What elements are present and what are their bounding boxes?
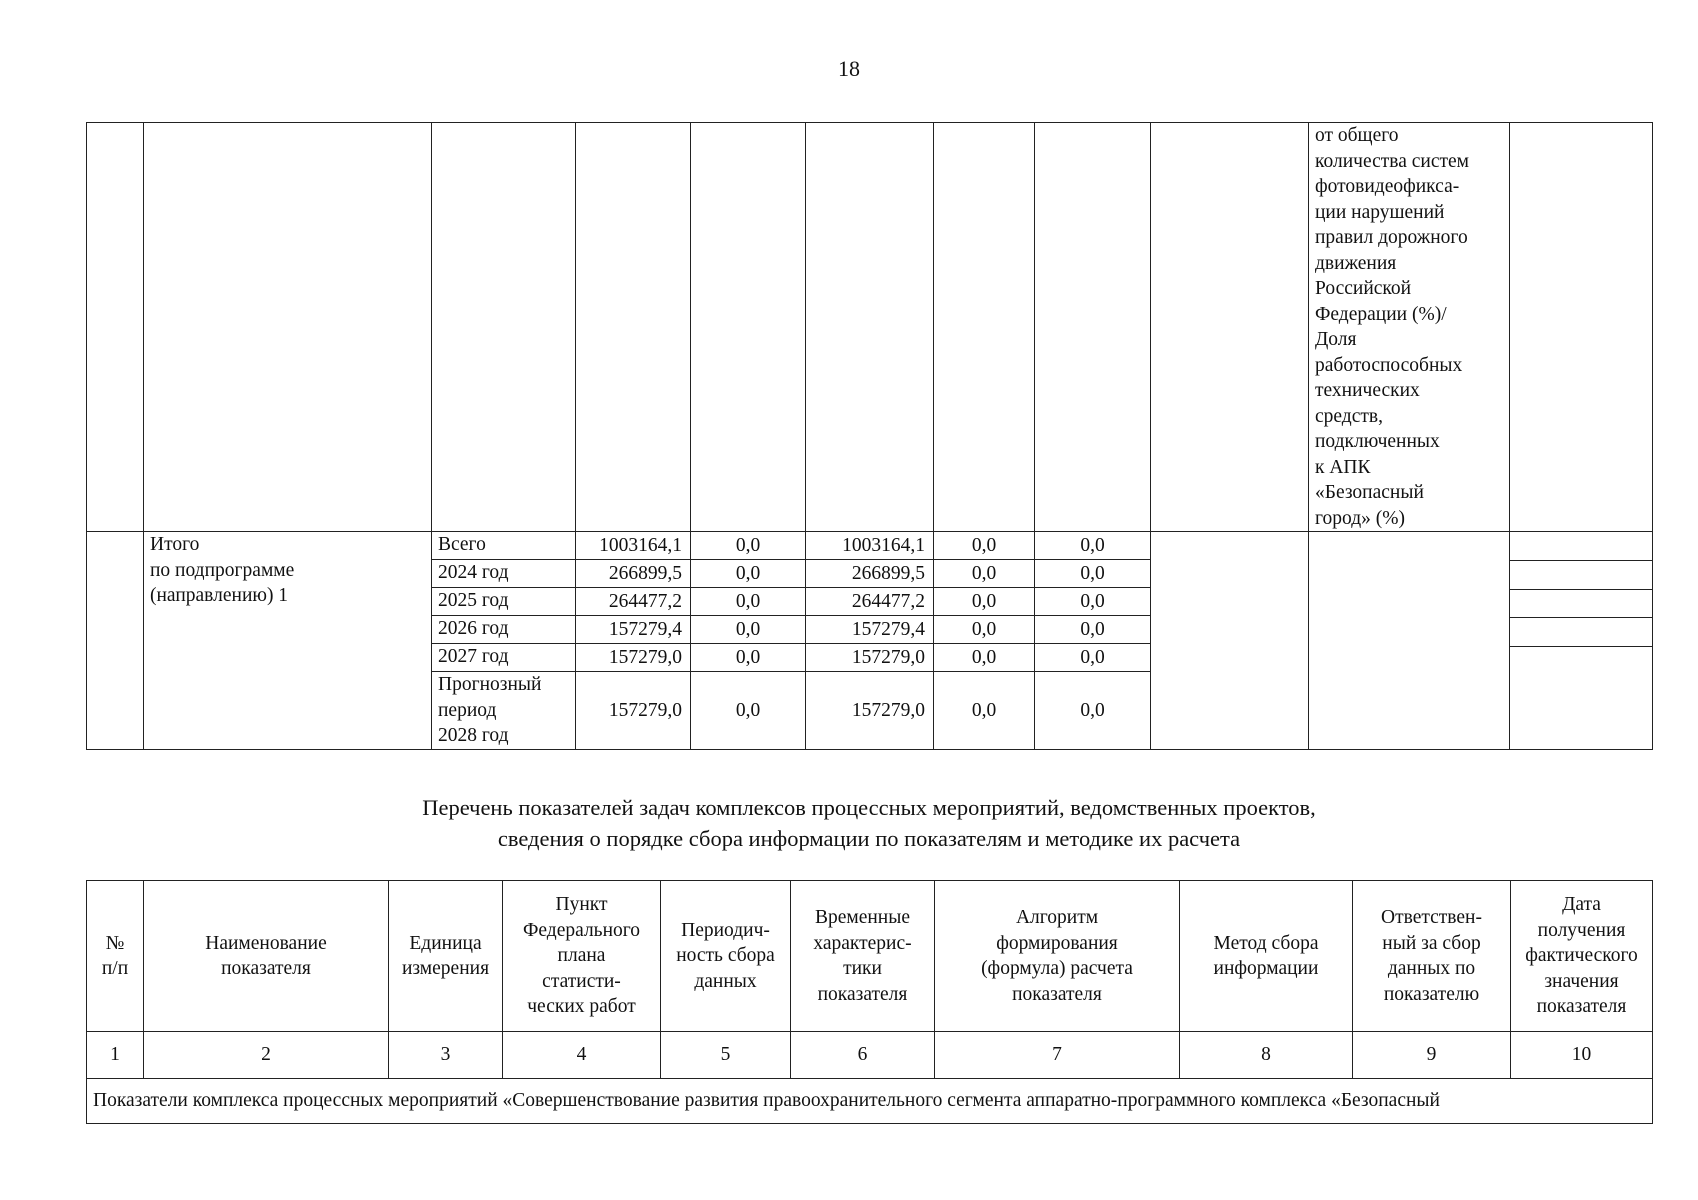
- header-line: тики: [843, 958, 882, 979]
- column-number: 3: [389, 1032, 503, 1079]
- header-line: п/п: [101, 958, 129, 979]
- header-line: данных: [694, 970, 757, 992]
- column-number: 9: [1353, 1032, 1511, 1079]
- value-cell: 0,0: [691, 644, 806, 672]
- value-cell: 0,0: [1035, 644, 1151, 672]
- column-number: 6: [791, 1032, 935, 1079]
- value-cell: 0,0: [934, 672, 1035, 750]
- value-cell: 0,0: [934, 560, 1035, 588]
- header-line: формирования: [996, 932, 1118, 954]
- column-number: 7: [935, 1032, 1180, 1079]
- header-line: Ответствен-: [1381, 907, 1482, 928]
- header-cell: [503, 881, 661, 1032]
- header-line: получения: [1537, 919, 1626, 941]
- indicators-table: [86, 880, 1653, 1124]
- header-line: характерис-: [813, 932, 912, 954]
- table-row: [87, 532, 1653, 560]
- value-cell: 0,0: [1035, 616, 1151, 644]
- value-cell: 0,0: [691, 560, 806, 588]
- section-row: [87, 1079, 1653, 1124]
- line: фотовидеофикса-: [1315, 176, 1460, 197]
- line: технических: [1315, 380, 1420, 401]
- total-label: [144, 532, 432, 750]
- header-line: измерения: [401, 958, 490, 979]
- line: движения: [1315, 252, 1397, 274]
- header-cell: [1511, 881, 1653, 1032]
- line: Российской: [1315, 278, 1412, 299]
- header-line: показателя: [817, 983, 908, 1005]
- header-line: статисти-: [542, 970, 621, 992]
- line: от общего: [1315, 125, 1399, 146]
- column-number: 4: [503, 1032, 661, 1079]
- value-cell: 0,0: [1035, 560, 1151, 588]
- value-cell: 0,0: [691, 532, 806, 560]
- header-line: плана: [557, 945, 606, 967]
- header-line: ность сбора: [676, 945, 775, 967]
- line: (направлению) 1: [150, 585, 289, 606]
- header-cell: [661, 881, 791, 1032]
- line: средств,: [1315, 405, 1383, 427]
- header-cell: [389, 881, 503, 1032]
- value-cell: 0,0: [1035, 672, 1151, 750]
- line: 2028 год: [438, 725, 509, 746]
- header-cell: [1353, 881, 1511, 1032]
- value-cell: 157279,0: [576, 644, 691, 672]
- value-cell: 0,0: [691, 588, 806, 616]
- line: Доля: [1315, 329, 1357, 350]
- line: подключенных: [1315, 431, 1440, 452]
- continued-row: [87, 123, 1653, 532]
- header-line: Единица: [409, 932, 482, 954]
- column-number: 2: [144, 1032, 389, 1079]
- value-cell: 0,0: [934, 644, 1035, 672]
- line: Федерации (%)/: [1315, 303, 1447, 325]
- value-cell: 157279,4: [806, 616, 934, 644]
- header-cell: [144, 881, 389, 1032]
- period-cell: Всего: [432, 532, 576, 560]
- period-cell: 2026 год: [432, 616, 576, 644]
- value-cell: 266899,5: [806, 560, 934, 588]
- heading-line: Перечень показателей задач комплексов процессных мероприятий, ведомственных проектов,: [422, 795, 1316, 820]
- header-line: данных по: [1387, 958, 1476, 979]
- line: период: [438, 699, 497, 721]
- value-cell: 157279,0: [806, 644, 934, 672]
- value-cell: 0,0: [691, 616, 806, 644]
- value-cell: 1003164,1: [576, 532, 691, 560]
- value-cell: 157279,0: [576, 672, 691, 750]
- value-cell: 157279,0: [806, 672, 934, 750]
- line: «Безопасный: [1315, 482, 1424, 503]
- header-line: Временные: [814, 907, 911, 928]
- header-cell: [935, 881, 1180, 1032]
- header-row: [87, 881, 1653, 1032]
- column-number: 1: [87, 1032, 144, 1079]
- header-line: показателя: [1012, 983, 1102, 1005]
- period-cell: 2025 год: [432, 588, 576, 616]
- header-line: Алгоритм: [1015, 907, 1099, 928]
- header-cell: [87, 881, 144, 1032]
- value-cell: 157279,4: [576, 616, 691, 644]
- header-line: Федерального: [522, 919, 641, 941]
- period-cell: 2024 год: [432, 560, 576, 588]
- line: работоспособных: [1315, 354, 1463, 376]
- empty-stack: [1510, 532, 1653, 750]
- header-line: Метод сбора: [1213, 932, 1319, 954]
- header-cell: [1180, 881, 1353, 1032]
- column-number: 5: [661, 1032, 791, 1079]
- heading-line: сведения о порядке сбора информации по показателям и методике их расчета: [497, 826, 1241, 851]
- header-line: ный за сбор: [1382, 932, 1481, 954]
- header-line: (формула) расчета: [981, 958, 1133, 979]
- value-cell: 1003164,1: [806, 532, 934, 560]
- header-line: Дата: [1562, 894, 1601, 916]
- header-line: фактического: [1525, 945, 1638, 967]
- line: к АПК: [1315, 456, 1371, 478]
- value-cell: 0,0: [934, 588, 1035, 616]
- page-number: 18: [838, 56, 860, 81]
- period-cell: [432, 672, 576, 750]
- line: ции нарушений: [1315, 201, 1445, 223]
- value-cell: 264477,2: [806, 588, 934, 616]
- value-cell: 0,0: [934, 532, 1035, 560]
- header-line: показателю: [1383, 983, 1480, 1005]
- header-cell: [791, 881, 935, 1032]
- header-line: значения: [1544, 970, 1619, 992]
- value-cell: 0,0: [934, 616, 1035, 644]
- line: по подпрограмме: [150, 559, 295, 581]
- value-cell: 0,0: [1035, 532, 1151, 560]
- section-row-text: Показатели комплекса процессных мероприятий «Совершенствование развития правоохранительного сегмента аппаратно-программного комплекса «Безопасный: [87, 1079, 1653, 1124]
- column-number: 8: [1180, 1032, 1353, 1079]
- value-cell: 266899,5: [576, 560, 691, 588]
- line: Прогнозный: [438, 674, 542, 695]
- header-line: показателя: [221, 958, 311, 979]
- header-line: №: [105, 932, 125, 954]
- line: город» (%): [1315, 507, 1405, 529]
- header-line: показателя: [1536, 996, 1627, 1018]
- period-cell: 2027 год: [432, 644, 576, 672]
- header-line: ческих работ: [527, 996, 636, 1018]
- line: количества систем: [1315, 150, 1470, 172]
- header-line: информации: [1213, 958, 1319, 979]
- budget-table: [86, 122, 1653, 750]
- value-cell: 0,0: [691, 672, 806, 750]
- line: Итого: [150, 534, 200, 555]
- value-cell: 264477,2: [576, 588, 691, 616]
- column-number: 10: [1511, 1032, 1653, 1079]
- section-heading: [86, 792, 1652, 854]
- header-line: Наименование: [205, 932, 327, 954]
- header-line: Пункт: [555, 894, 608, 916]
- continued-indicator-text: [1309, 123, 1510, 532]
- column-number-row: [87, 1032, 1653, 1079]
- value-cell: 0,0: [1035, 588, 1151, 616]
- line: правил дорожного: [1315, 227, 1468, 248]
- header-line: Периодич-: [681, 919, 770, 941]
